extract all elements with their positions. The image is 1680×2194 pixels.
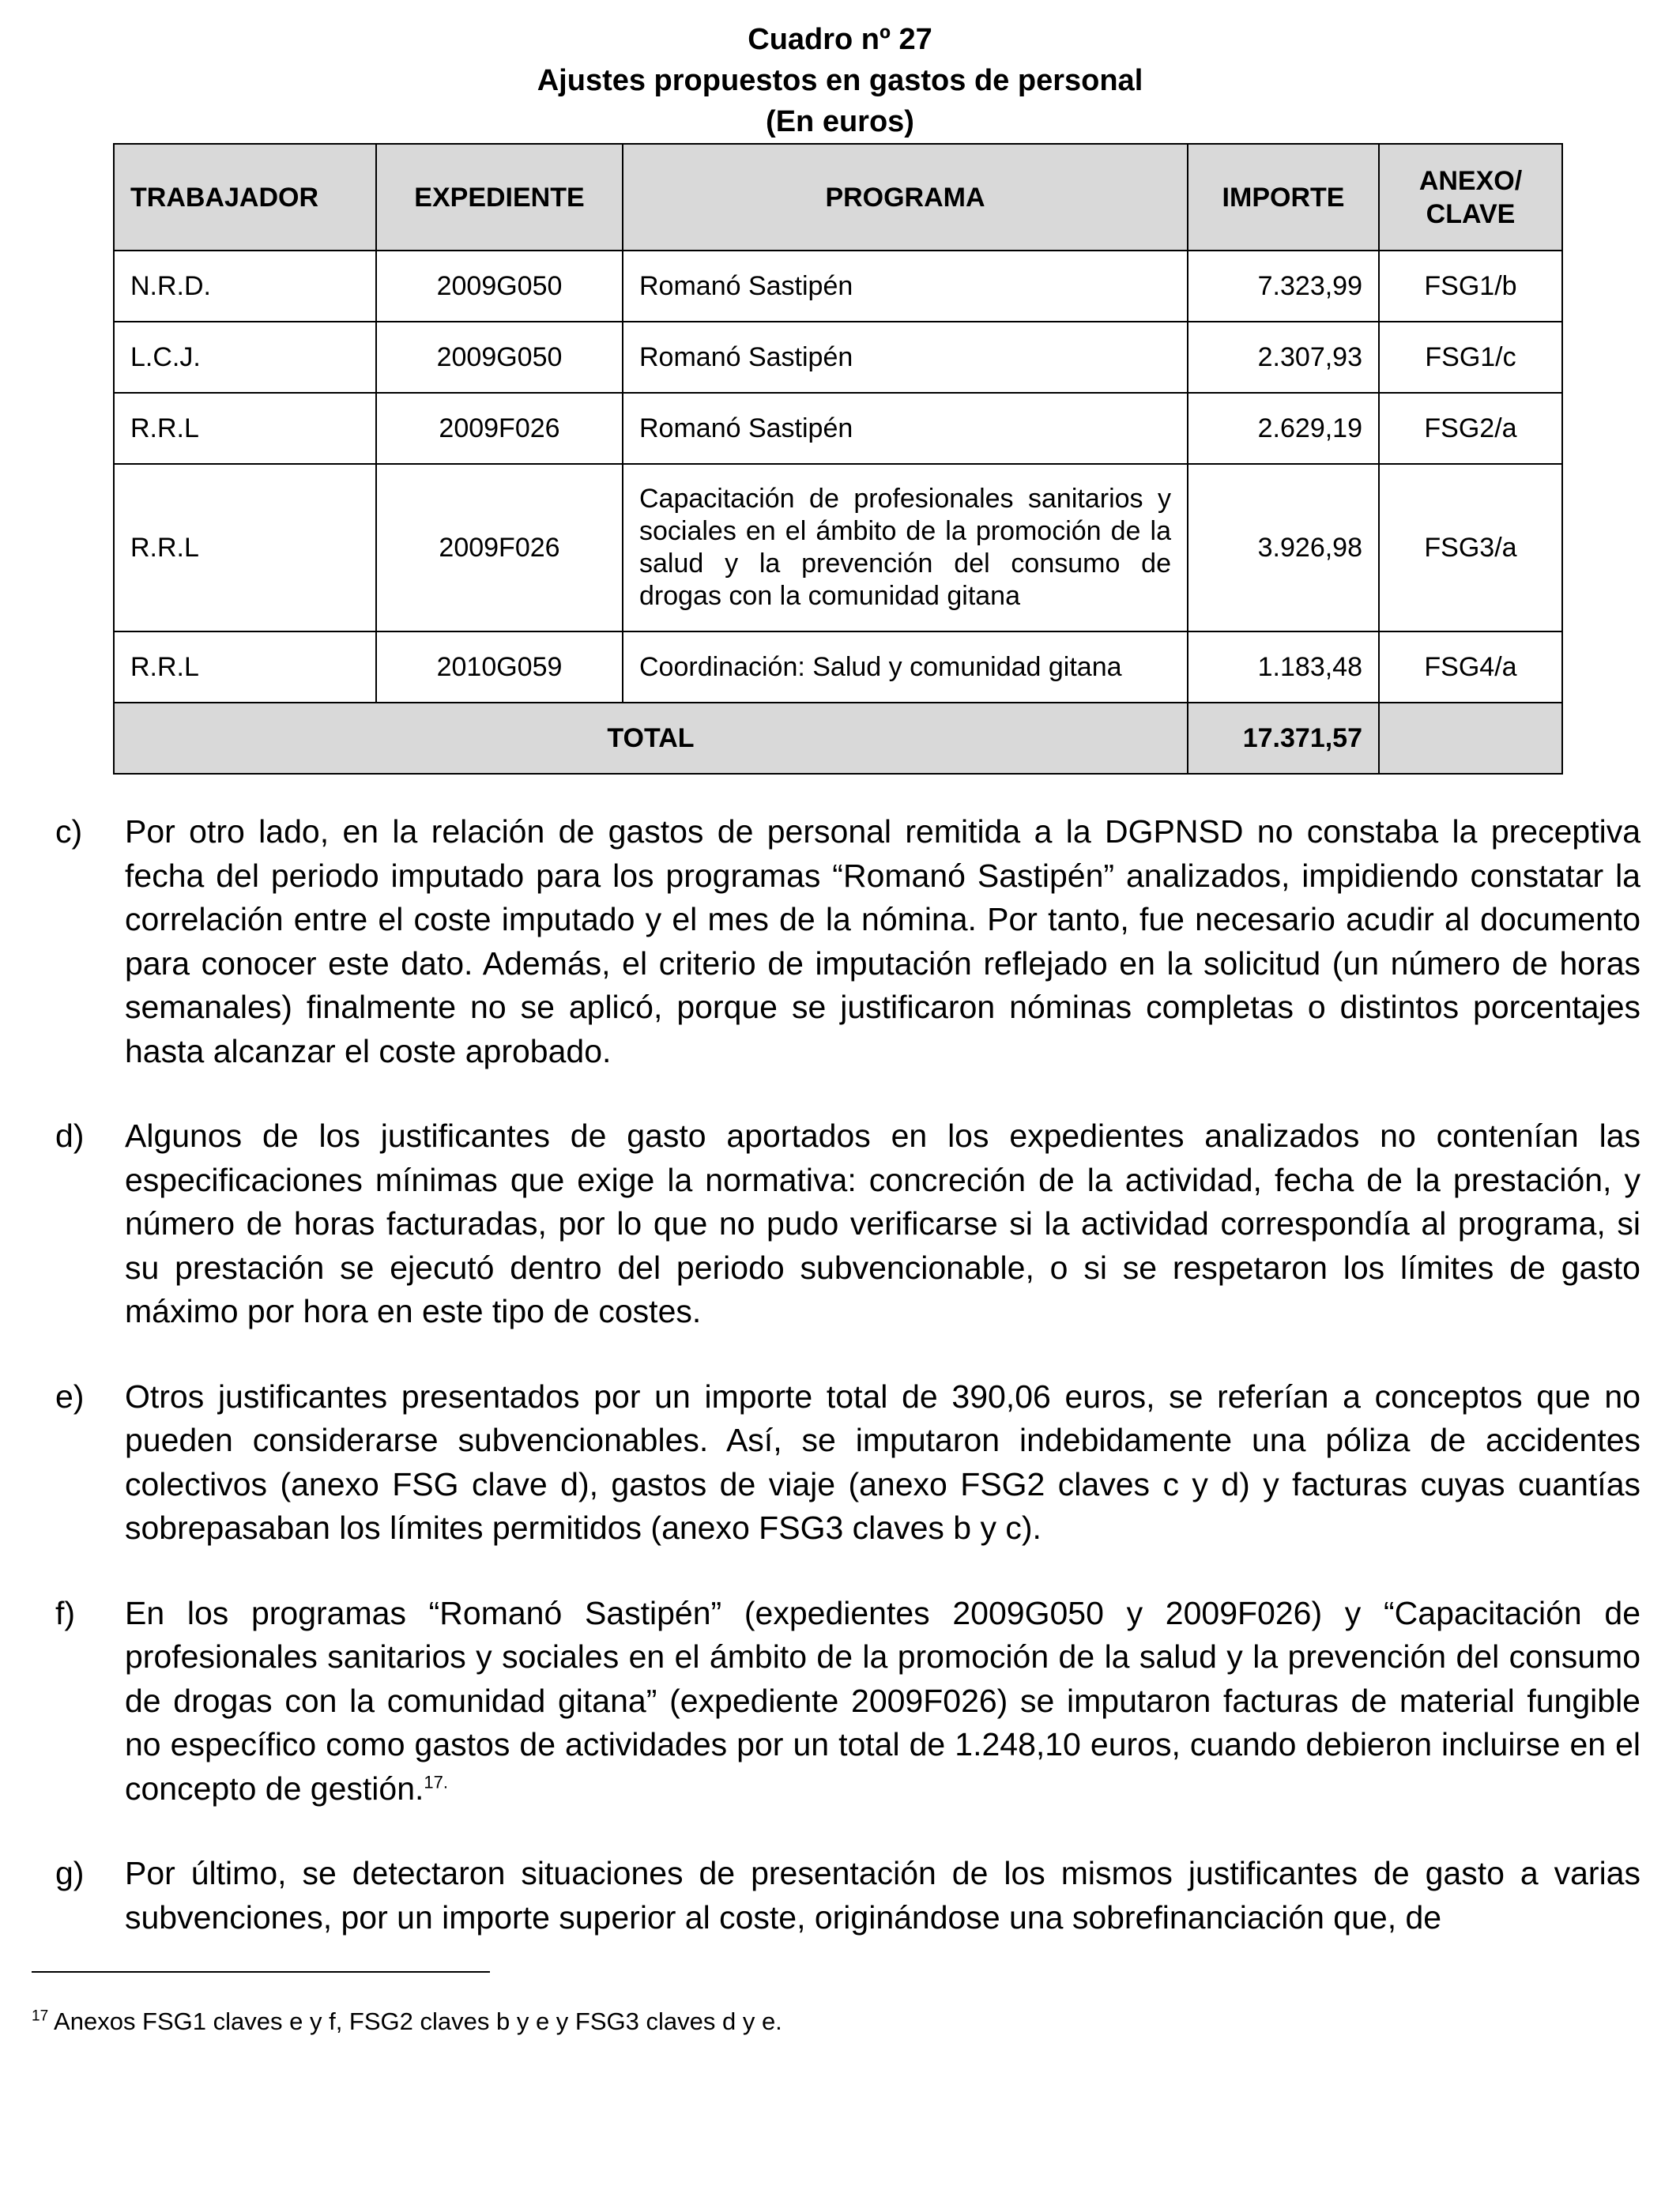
paragraph-letter: f)	[55, 1594, 76, 1631]
table-row	[114, 322, 1562, 393]
cell-programa: Capacitación de profesionales sanitarios y sociales en el ámbito de la promoción de la salud y la prevención del consumo de drogas con la comunidad gitana	[623, 464, 1188, 631]
cell-anexo: FSG4/a	[1379, 631, 1562, 703]
paragraph-letter: d)	[55, 1118, 85, 1154]
cell-expediente: 2009G050	[376, 322, 623, 393]
paragraph-letter: g)	[55, 1855, 85, 1891]
cell-anexo: FSG2/a	[1379, 393, 1562, 464]
footnote-number: 17	[32, 2007, 49, 2025]
cell-expediente: 2010G059	[376, 631, 623, 703]
paragraph-text-wrapper	[125, 1592, 1640, 1811]
header-trabajador: TRABAJADOR	[114, 144, 376, 251]
cell-programa: Romanó Sastipén	[623, 393, 1188, 464]
caption-title: Ajustes propuestos en gastos de personal	[537, 64, 1143, 97]
cell-expediente: 2009F026	[376, 393, 623, 464]
header-anexo	[1379, 144, 1562, 251]
footnote-text: Anexos FSG1 claves e y f, FSG2 claves b y e y FSG3 claves d y e.	[54, 2007, 782, 2035]
cell-programa: Romanó Sastipén	[623, 322, 1188, 393]
header-anexo-line1: ANEXO/	[1418, 165, 1523, 196]
table-row	[114, 631, 1562, 703]
cell-trabajador: N.R.D.	[114, 251, 376, 322]
cell-trabajador: R.R.L	[114, 464, 376, 631]
paragraph-text: Por otro lado, en la relación de gastos de personal remitida a la DGPNSD no constaba la preceptiva fecha del periodo imputado para los programas “Romanó Sastipén” analizados, impidiendo constatar la correlación entre el coste imputado y el mes de la nómina. Por tanto, fue necesario acudir al documento para conocer este dato. Además, el criterio de imputación reflejado en la solicitud (un número de horas semanales) finalmente no se aplicó, porque se justificaron nóminas completas o distintos porcentajes hasta alcanzar el coste aprobado.	[125, 813, 1640, 1069]
table-header-row	[114, 144, 1562, 251]
table-row	[114, 464, 1562, 631]
paragraph-text: Por último, se detectaron situaciones de presentación de los mismos justificantes de gasto a varias subvenciones, por un importe superior al coste, originándose una sobrefinanciación que, de	[125, 1855, 1640, 1936]
cell-importe: 2.629,19	[1188, 393, 1379, 464]
footnote	[32, 2006, 782, 2038]
paragraph-letter: c)	[55, 813, 83, 850]
cell-anexo: FSG1/b	[1379, 251, 1562, 322]
adjustments-table	[113, 143, 1563, 775]
paragraph-d	[55, 1114, 1640, 1334]
paragraph-g	[55, 1852, 1640, 1940]
table-total-row	[114, 703, 1562, 774]
header-importe: IMPORTE	[1188, 144, 1379, 251]
cell-importe: 2.307,93	[1188, 322, 1379, 393]
cell-trabajador: L.C.J.	[114, 322, 376, 393]
cell-anexo: FSG3/a	[1379, 464, 1562, 631]
cell-importe: 1.183,48	[1188, 631, 1379, 703]
footnote-reference[interactable]: 17.	[424, 1771, 448, 1792]
paragraph-letter: e)	[55, 1378, 85, 1415]
caption-number: Cuadro nº 27	[748, 23, 932, 56]
paragraph-text: Otros justificantes presentados por un importe total de 390,06 euros, se referían a conceptos que no pueden considerarse subvencionables. Así, se imputaron indebidamente una póliza de accidentes colectivos (anexo FSG clave d), gastos de viaje (anexo FSG2 claves c y d) y facturas cuyas cuantías sobrepasaban los límites permitidos (anexo FSG3 claves b y c).	[125, 1378, 1640, 1546]
cell-expediente: 2009G050	[376, 251, 623, 322]
paragraph-f	[55, 1592, 1640, 1811]
body-paragraphs	[55, 810, 1640, 1981]
cell-importe: 3.926,98	[1188, 464, 1379, 631]
cell-programa: Romanó Sastipén	[623, 251, 1188, 322]
total-label: TOTAL	[114, 703, 1188, 774]
cell-trabajador: R.R.L	[114, 631, 376, 703]
caption-units: (En euros)	[766, 105, 914, 138]
header-expediente: EXPEDIENTE	[376, 144, 623, 251]
table-row	[114, 251, 1562, 322]
paragraph-text: En los programas “Romanó Sastipén” (expedientes 2009G050 y 2009F026) y “Capacitación de profesionales sanitarios y sociales en el ámbito de la promoción de la salud y la prevención del consumo de drogas con la comunidad gitana” (expediente 2009F026) se imputaron facturas de material fungible no específico como gastos de actividades por un total de 1.248,10 euros, cuando debieron incluirse en el concepto de gestión.	[125, 1594, 1640, 1807]
table-caption	[0, 19, 1680, 142]
table-row	[114, 393, 1562, 464]
total-empty-cell	[1379, 703, 1562, 774]
paragraph-e	[55, 1375, 1640, 1551]
header-anexo-line2: CLAVE	[1426, 198, 1516, 229]
cell-expediente: 2009F026	[376, 464, 623, 631]
paragraph-c	[55, 810, 1640, 1073]
cell-trabajador: R.R.L	[114, 393, 376, 464]
cell-importe: 7.323,99	[1188, 251, 1379, 322]
footnote-separator	[32, 1971, 490, 1973]
header-programa: PROGRAMA	[623, 144, 1188, 251]
cell-programa: Coordinación: Salud y comunidad gitana	[623, 631, 1188, 703]
paragraph-text: Algunos de los justificantes de gasto aportados en los expedientes analizados no contenían las especificaciones mínimas que exige la normativa: concreción de la actividad, fecha de la prestación, y número de horas facturadas, por lo que no pudo verificarse si la actividad correspondía al programa, si su prestación se ejecutó dentro del periodo subvencionable, o si se respetaron los límites de gasto máximo por hora en este tipo de costes.	[125, 1118, 1640, 1329]
cell-anexo: FSG1/c	[1379, 322, 1562, 393]
total-value: 17.371,57	[1188, 703, 1379, 774]
